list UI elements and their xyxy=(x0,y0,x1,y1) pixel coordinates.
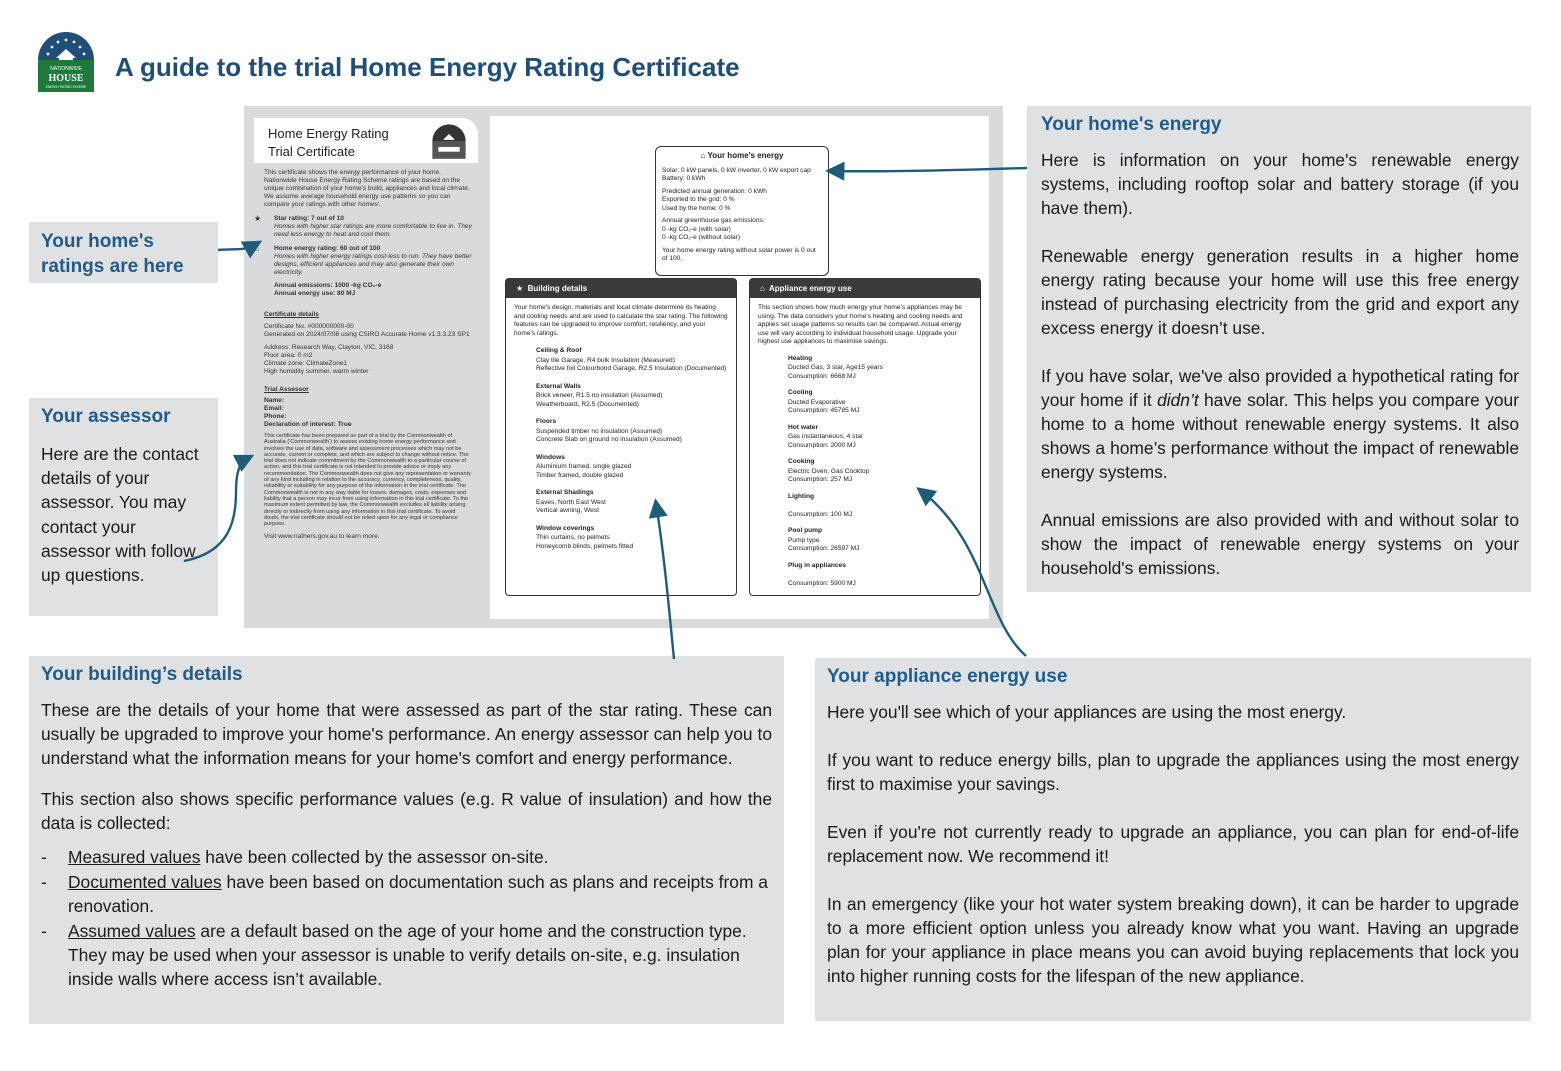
assessor-callout xyxy=(29,398,218,616)
star-rating xyxy=(254,215,478,239)
certificate-details-heading: Certificate details xyxy=(264,311,319,318)
solar-line: Solar: 0 kW panels, 0 kW inverter, 0 kW export cap xyxy=(662,166,811,174)
home-rating-label: Home energy rating: 60 out of 100 xyxy=(274,245,381,252)
item-label: Plug in appliances xyxy=(788,561,846,569)
building-details-box xyxy=(505,278,737,596)
item-line: Consumption: 26597 MJ xyxy=(788,545,860,552)
list-item: - Assumed values are a default based on the age of your home and the construction type. They may be used when your assessor is unable to verify details on-site, e.g. insulation inside walls where access isn’t available. xyxy=(41,919,772,991)
item-line: Eaves, North East West xyxy=(536,498,606,506)
battery-line: Battery: 0 kWh xyxy=(662,175,706,182)
item-line: Electric Oven, Gas Cooktop xyxy=(788,467,870,475)
item-line: Suspended timber no insulation (Assumed) xyxy=(536,427,663,435)
list-item xyxy=(758,424,972,451)
item-line: Clay tile Garage, R4 bulk Insulation (Measured) xyxy=(536,356,675,364)
star-icon: ★ xyxy=(516,284,524,293)
home-energy-rating xyxy=(254,245,478,298)
item-label: Cooling xyxy=(788,389,813,396)
svg-text:ENERGY RATING SCHEME: ENERGY RATING SCHEME xyxy=(45,85,87,89)
item-label: Pool pump xyxy=(788,527,823,534)
item-line: Consumption: 6668 MJ xyxy=(788,372,856,380)
item-line: Weatherboard, R2.5 (Documented) xyxy=(536,400,639,408)
energy-paragraph-3: If you have solar, we've also provided a hypothetical rating for your home if it didn’t have solar. This helps you compare your home to a home without renewable energy systems. It also shows a home’s performance without the impact of renewable energy systems. xyxy=(1041,366,1519,482)
appliance-paragraph-4: In an emergency (like your hot water system breaking down), it can be harder to upgrade to a more efficient option unless you already know what you want. Having an upgrade plan for your appliance in place means you can avoid buying replacements that lock you into higher running costs for the lifespan of the new appliance. xyxy=(827,894,1519,986)
certificate-generated: Generated on 2024/07/08 using CSIRO Accurate Home v1.3.3.23 SP1 xyxy=(264,331,470,338)
svg-text:HOUSE: HOUSE xyxy=(48,73,84,84)
appliance-energy-panel xyxy=(815,658,1531,1021)
certificate-climate-desc: High humidity summer, warm winter xyxy=(264,368,369,375)
item-line: Pump type xyxy=(788,536,820,544)
star-rating-label: Star rating: 7 out of 10 xyxy=(274,215,344,222)
list-item xyxy=(758,493,972,520)
item-label: Hot water xyxy=(788,423,819,431)
with-solar-line: 0 -kg CO₂-e (with solar) xyxy=(662,225,731,233)
item-label: Lighting xyxy=(788,492,814,500)
star-icon: ★ xyxy=(254,214,262,223)
item-line: Ducted Evaporative xyxy=(788,398,846,406)
item-line: Reflective foil Colourbond Garage, R2.5 Insulation (Documented) xyxy=(536,365,727,372)
item-line: Aluminium framed, single glazed xyxy=(536,463,632,470)
item-label: Windows xyxy=(536,453,565,461)
house-icon: ⌂ xyxy=(700,151,706,160)
certificate-floor-area: Floor area: 0 m2 xyxy=(264,352,313,359)
appliance-intro: This section shows how much energy your home's appliances may be using. The data considers your home's heating and cooling needs and applies set usage patterns so results can be compared. Actual energy use will vary according to individual household usage. Upgrade your highest use appliances to maximise savings. xyxy=(758,304,963,345)
star-rating-note: Homes with higher star ratings are more comfortable to live in. They need less energy to heat and cool them. xyxy=(274,223,472,238)
energy-paragraph-4: Annual emissions are also provided with and without solar to show the impact of renewable energy systems on your household's emissions. xyxy=(1041,510,1519,578)
list-item xyxy=(758,389,972,416)
list-item xyxy=(758,562,972,589)
list-item xyxy=(514,454,728,481)
home-energy-panel-title: Your home's energy xyxy=(1041,114,1222,135)
item-line: Gas instantaneous, 4 star xyxy=(788,433,864,440)
item-label: Window coverings xyxy=(536,524,595,532)
trial-assessor-heading: Trial Assessor xyxy=(264,386,309,393)
item-line: Honeycomb blinds, pelmets fitted xyxy=(536,542,634,550)
building-panel-title: Your building’s details xyxy=(41,664,243,685)
item-line: Ducted Gas, 3 star, Age15 years xyxy=(788,364,883,371)
appliance-paragraph-3: Even if you're not currently ready to upgrade an appliance, you can plan for end-of-life replacement now. We recommend it! xyxy=(827,822,1519,866)
generation-line: Predicted annual generation: 0 kWh xyxy=(662,187,767,195)
appliance-box-title: Appliance energy use xyxy=(769,284,852,293)
home-energy-box xyxy=(655,146,829,276)
page-title: A guide to the trial Home Energy Rating Certificate xyxy=(115,52,740,82)
assessor-phone: Phone: xyxy=(264,413,287,420)
item-line: Consumption: 257 MJ xyxy=(788,476,853,483)
ratings-callout xyxy=(29,222,218,283)
item-label: External Walls xyxy=(536,382,581,390)
nationwide-house-logo-icon xyxy=(34,30,98,94)
home-rating-note: Homes with higher energy ratings cost less to run. They have better designs, efficient appliances and may also generate their own electricity. xyxy=(274,253,472,276)
appliance-panel-title: Your appliance energy use xyxy=(827,666,1068,687)
certificate-title-line1: Home Energy Rating xyxy=(268,126,389,141)
list-item: - Measured values have been collected by the assessor on-site. xyxy=(41,845,772,869)
item-label: External Shadings xyxy=(536,489,594,496)
list-item: - Documented values have been based on documentation such as plans and receipts from a renovation. xyxy=(41,870,772,918)
list-item xyxy=(514,383,728,410)
list-item xyxy=(514,525,728,552)
appliance-energy-box xyxy=(749,278,981,596)
used-line: Used by the home: 0 % xyxy=(662,204,731,212)
rating-without-solar: Your home energy rating without solar power is 0 out of 100. xyxy=(662,246,816,262)
assessor-callout-text: Here are the contact details of your assessor. You may contact your assessor with follow up questions. xyxy=(41,444,199,586)
home-energy-box-title: Your home's energy xyxy=(707,151,784,160)
list-item xyxy=(758,458,972,485)
assessor-email: Email: xyxy=(264,405,284,412)
list-item xyxy=(758,527,972,554)
item-line: Timber framed, double glazed xyxy=(536,471,624,479)
certificate-left-column xyxy=(254,118,478,618)
appliance-paragraph-2: If you want to reduce energy bills, plan to upgrade the appliances using the most energy first to maximise your savings. xyxy=(827,750,1519,794)
certificate-header xyxy=(254,118,478,163)
visit-link: Visit www.nathers.gov.au to learn more. xyxy=(264,533,380,541)
item-line: Brick veneer, R1.5 no insulation (Assumed) xyxy=(536,392,663,399)
annual-emissions: Annual emissions: 1000 -kg CO₂-e xyxy=(274,282,382,289)
home-energy-panel xyxy=(1027,106,1531,592)
building-details-box-title: Building details xyxy=(527,284,588,293)
assessor-callout-title: Your assessor xyxy=(41,406,171,427)
item-label: Ceiling & Roof xyxy=(536,347,582,354)
energy-paragraph-2: Renewable energy generation results in a higher home energy rating because your home will use this free energy instead of purchasing electricity from the grid and export any excess energy it doesn’t use. xyxy=(1041,246,1519,338)
list-item xyxy=(758,355,972,382)
appliance-paragraph-1: Here you'll see which of your appliances are using the most energy. xyxy=(827,702,1347,722)
list-item xyxy=(514,347,728,374)
house-icon: ⌂ xyxy=(254,244,259,253)
energy-paragraph-1: Here is information on your home's renewable energy systems, including rooftop solar and battery storage (if you have them). xyxy=(1041,150,1519,218)
ghg-line: Annual greenhouse gas emissions: xyxy=(662,217,765,224)
item-line xyxy=(788,571,972,580)
building-paragraph-2: This section also shows specific performance values (e.g. R value of insulation) and how the data is collected: xyxy=(41,789,772,833)
declaration-of-interest: Declaration of interest: True xyxy=(264,421,352,428)
item-line xyxy=(788,502,972,511)
house-icon: ⌂ xyxy=(760,284,765,293)
value-types-list xyxy=(41,845,772,991)
item-line: Consumption: 2000 MJ xyxy=(788,441,856,449)
item-line: Vertical awning, West xyxy=(536,507,599,514)
svg-text:NATIONWIDE: NATIONWIDE xyxy=(50,66,82,72)
certificate-intro: This certificate shows the energy performance of your home. Nationwide House Energy Rating Scheme ratings are based on the unique combination of your home's build, appliances and local climate. We assume average household energy use patterns so you can compare your ratings with other homes'. xyxy=(264,169,470,208)
item-line: Concrete Slab on ground no insulation (Assumed) xyxy=(536,436,682,443)
item-label: Cooking xyxy=(788,458,815,465)
item-label: Floors xyxy=(536,418,557,425)
assessor-name: Name: xyxy=(264,397,285,404)
certificate-number: Certificate No. #000000000-00 xyxy=(264,323,354,330)
item-line: Consumption: 45785 MJ xyxy=(788,407,860,414)
exported-line: Exported to the grid: 0 % xyxy=(662,196,735,203)
ratings-callout-title: Your home's ratings are here xyxy=(41,231,184,277)
item-line: Consumption: 100 MJ xyxy=(788,510,853,518)
certificate-climate-zone: Climate zone: ClimateZone1 xyxy=(264,360,348,367)
item-label: Heating xyxy=(788,354,813,362)
list-item xyxy=(514,418,728,445)
mini-logo-icon xyxy=(430,122,468,160)
list-item xyxy=(514,489,728,516)
certificate-disclaimer: This certificate has been prepared as part of a trial by the Commonwealth of Australia ('Commonwealth') to assess existing home energy performance and involves the use of data, software and assessment processes which may not be accurate, current or complete, and which are subject to change without notice. The trial does not indicate commitment by the Commonwealth to a particular course of action, and this trial certificate is not intended to provide advice or imply any recommendation. The Commonwealth does not give any representation or warranty of any kind including in relation to the accuracy, currency, completeness, quality, reliability or suitability for any purpose of the information in the trial certificate. The Commonwealth is not in any way liable for losses, damages, costs, expenses and liability that a person may incur from using information in this trial certificate. To the maximum extent permitted by law, the Commonwealth excludes all liability arising directly or indirectly from using any information in this trial certificate. To avoid doubt, the trial certificate should not be relied upon for any legal or compliance purpose. xyxy=(264,433,471,528)
certificate-address: Address: Research Way, Clayton, VIC, 3168 xyxy=(264,344,394,351)
building-paragraph-1: These are the details of your home that were assessed as part of the star rating. These can usually be upgraded to improve your home's performance. An energy assessor can help you to understand what the information means for your home's comfort and energy performance. xyxy=(41,700,772,768)
building-details-panel xyxy=(29,656,784,1024)
without-solar-line: 0 -kg CO₂-e (without solar) xyxy=(662,234,741,241)
item-line: Consumption: 5900 MJ xyxy=(788,579,856,587)
certificate-title-line2: Trial Certificate xyxy=(268,144,355,159)
item-line: Thin curtains, no pelmets xyxy=(536,534,610,541)
building-details-intro: Your home's design, materials and local climate determine its heating and cooling needs and are used to calculate the star rating. The following features can be upgraded to improve comfort, resiliency, and your home's ratings. xyxy=(514,304,728,337)
annual-energy-use: Annual energy use: 80 MJ xyxy=(274,290,356,297)
